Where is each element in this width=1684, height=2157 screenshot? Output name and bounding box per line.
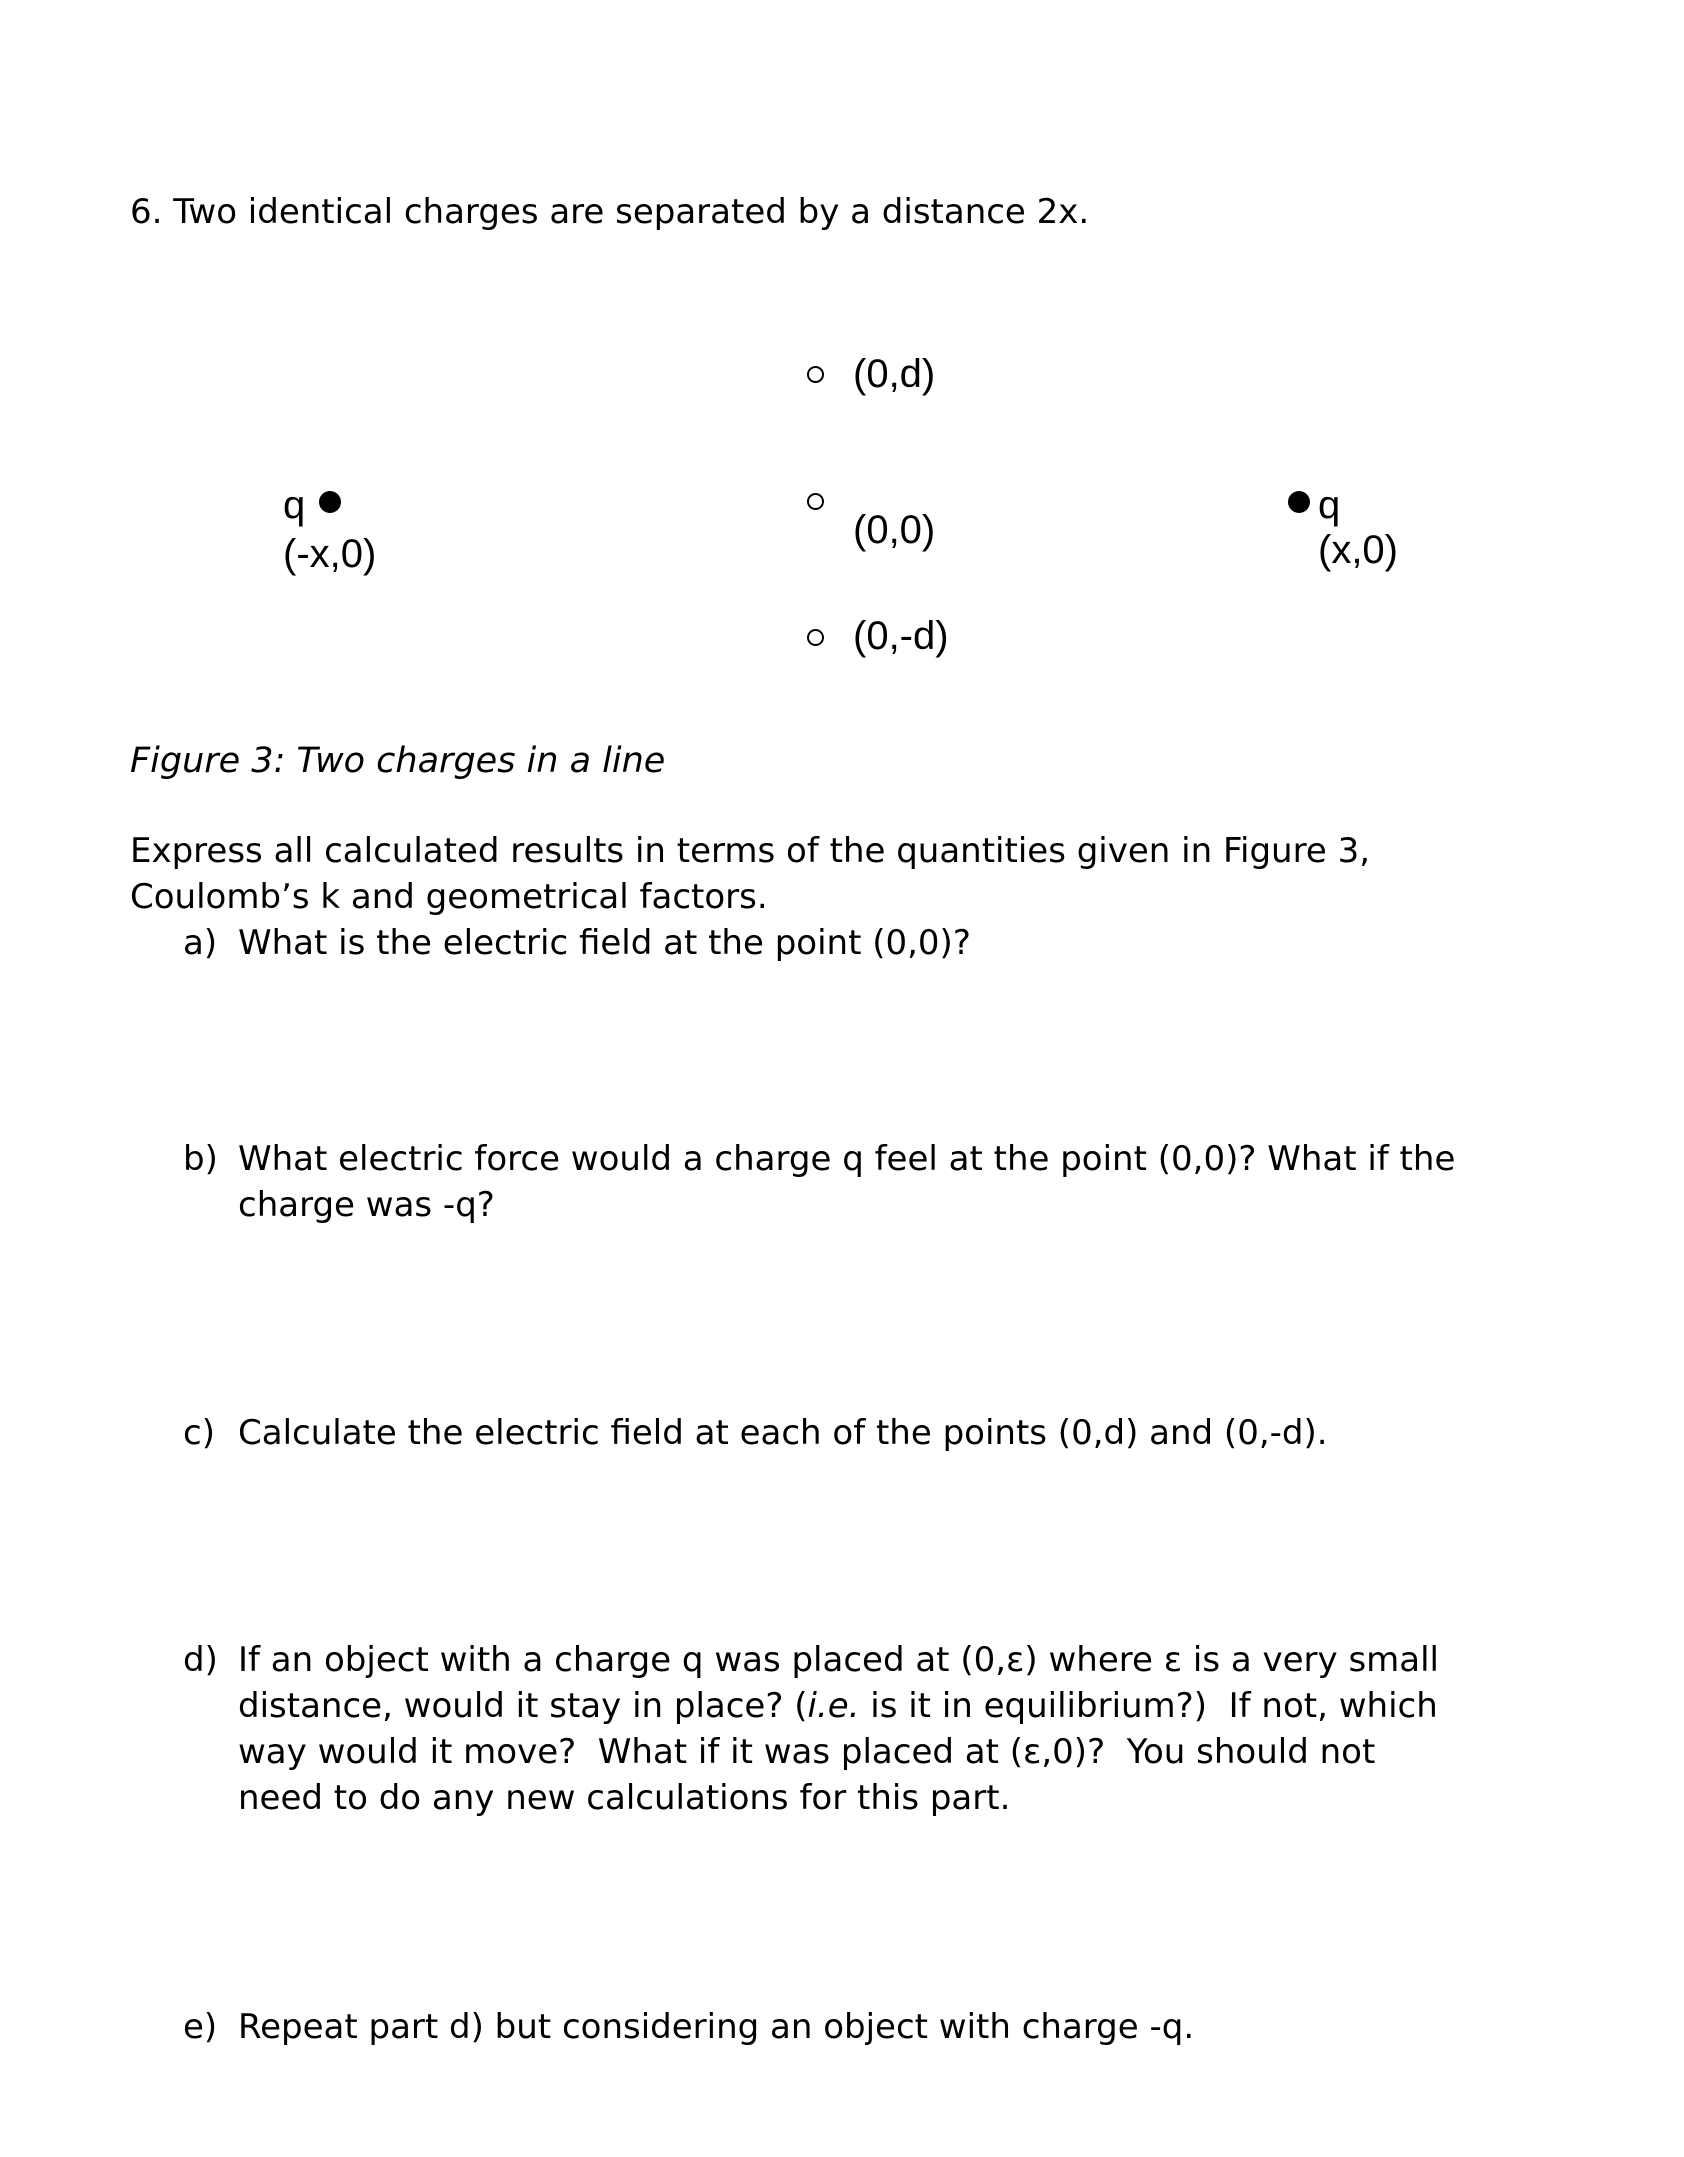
point-bottom-marker xyxy=(807,629,824,646)
left-charge-dot xyxy=(319,491,341,513)
part-a-text: What is the electric field at the point (0,0)? xyxy=(238,923,971,963)
part-d-line-2-end: is it in equilibrium?) If not, which xyxy=(859,1686,1438,1726)
part-b-text-line-2: charge was -q? xyxy=(238,1185,495,1225)
point-top-label: (0,d) xyxy=(853,352,936,396)
question-heading: 6. Two identical charges are separated by a distance 2x. xyxy=(130,192,1090,232)
instructions-line-2: Coulomb’s k and geometrical factors. xyxy=(130,877,768,917)
part-a-letter: a) xyxy=(183,923,218,963)
right-charge-dot xyxy=(1288,491,1310,513)
part-c-text: Calculate the electric field at each of the points (0,d) and (0,-d). xyxy=(238,1413,1328,1453)
part-d-line-2-start: distance, would it stay in place? ( xyxy=(238,1686,808,1726)
part-d-letter: d) xyxy=(183,1640,218,1680)
part-d-ie-italic: i.e. xyxy=(807,1686,860,1726)
part-b-text-line-1: What electric force would a charge q feel at the point (0,0)? What if the xyxy=(238,1139,1456,1179)
right-charge-coord: (x,0) xyxy=(1318,528,1398,572)
left-charge-symbol: q xyxy=(283,483,306,527)
part-c-letter: c) xyxy=(183,1413,215,1453)
point-origin-label: (0,0) xyxy=(853,508,936,552)
figure-caption: Figure 3: Two charges in a line xyxy=(130,741,666,781)
point-origin-marker xyxy=(807,493,824,510)
part-d-text-line-1: If an object with a charge q was placed at (0,ε) where ε is a very small xyxy=(238,1640,1440,1680)
part-d-text-line-4: need to do any new calculations for this part. xyxy=(238,1778,1011,1818)
part-e-letter: e) xyxy=(183,2007,218,2047)
point-top-marker xyxy=(807,366,824,383)
part-e-text: Repeat part d) but considering an object with charge -q. xyxy=(238,2007,1195,2047)
part-d-text-line-3: way would it move? What if it was placed at (ε,0)? You should not xyxy=(238,1732,1376,1772)
point-bottom-label: (0,-d) xyxy=(853,614,949,658)
right-charge-symbol: q xyxy=(1318,483,1341,527)
instructions-line-1: Express all calculated results in terms of the quantities given in Figure 3, xyxy=(130,831,1371,871)
left-charge-coord: (-x,0) xyxy=(283,532,377,576)
part-b-letter: b) xyxy=(183,1139,218,1179)
part-d-text-line-2 xyxy=(238,1683,1438,1729)
